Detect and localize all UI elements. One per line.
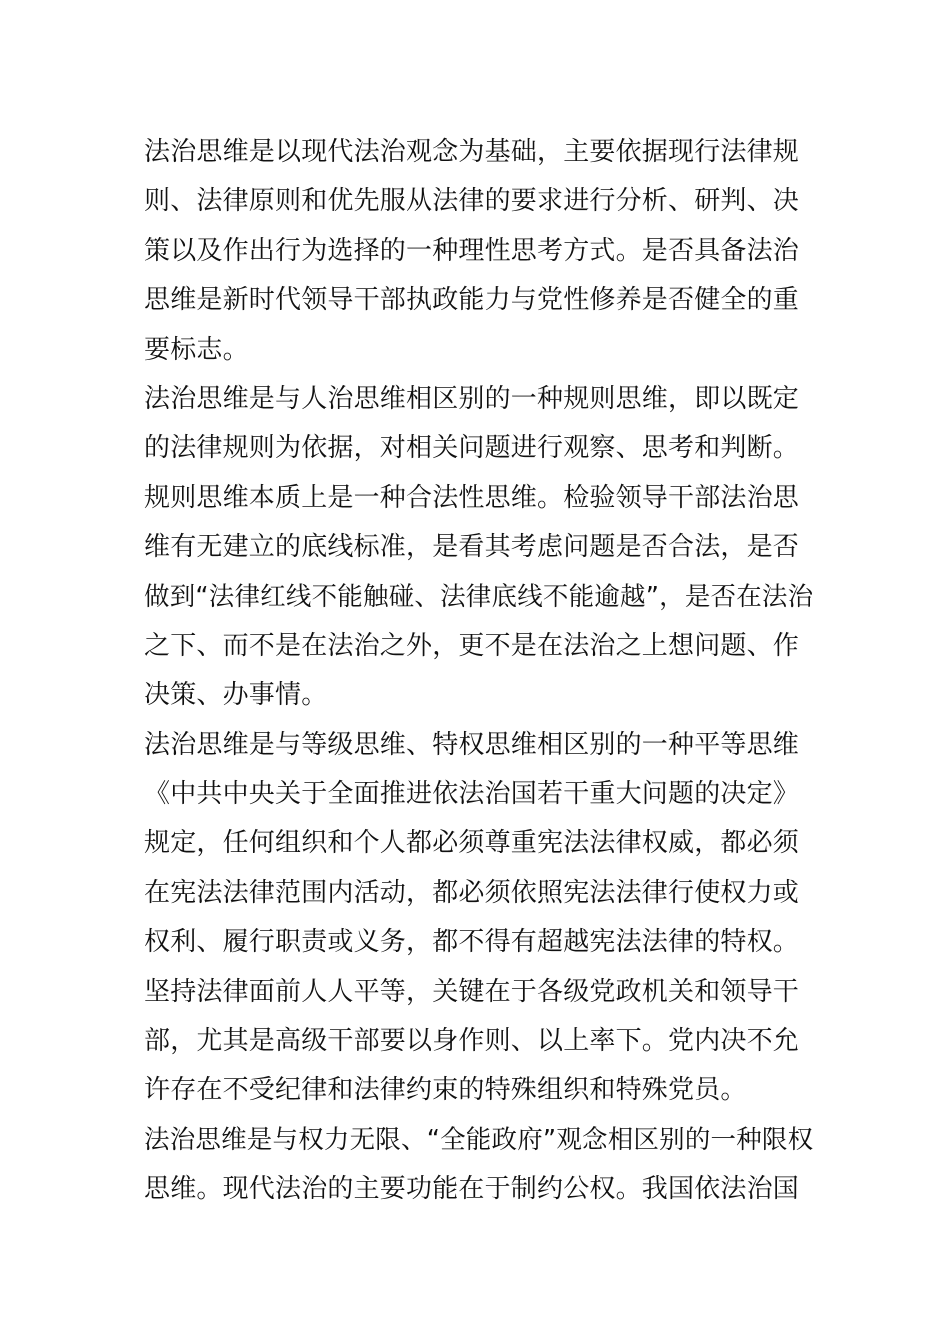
text-line: 策以及作出行为选择的一种理性思考方式。是否具备法治	[144, 235, 800, 266]
text-line: 的法律规则为依据，对相关问题进行观察、思考和判断。	[144, 433, 800, 464]
text-line: 思维是新时代领导干部执政能力与党性修养是否健全的重	[144, 285, 800, 316]
text-line: 做到“法律红线不能触碰、法律底线不能逾越”，是否在法治	[144, 581, 814, 612]
paragraph	[144, 128, 824, 375]
text-line: 部，尤其是高级干部要以身作则、以上率下。党内决不允	[144, 1026, 800, 1057]
text-line: 法治思维是以现代法治观念为基础，主要依据现行法律规	[144, 137, 800, 167]
text-line: 法治思维是与等级思维、特权思维相区别的一种平等思维	[144, 729, 800, 760]
text-line: 之下、而不是在法治之外，更不是在法治之上想问题、作	[144, 630, 800, 661]
text-line: 要标志。	[144, 334, 249, 365]
text-line: 规则思维本质上是一种合法性思维。检验领导干部法治思	[144, 482, 800, 513]
text-line: 在宪法法律范围内活动，都必须依照宪法法律行使权力或	[144, 877, 800, 908]
text-line: 则、法律原则和优先服从法律的要求进行分析、研判、决	[144, 186, 800, 217]
text-line: 坚持法律面前人人平等，关键在于各级党政机关和领导干	[144, 976, 800, 1007]
paragraph	[144, 1116, 824, 1215]
text-line: 许存在不受纪律和法律约束的特殊组织和特殊党员。	[144, 1075, 747, 1106]
paragraph	[144, 721, 824, 1116]
text-line: 《中共中央关于全面推进依法治国若干重大问题的决定》	[144, 779, 800, 810]
text-line: 思维。现代法治的主要功能在于制约公权。我国依法治国	[144, 1174, 800, 1205]
text-line: 法治思维是与权力无限、“全能政府”观念相区别的一种限权	[144, 1124, 814, 1155]
text-line: 规定，任何组织和个人都必须尊重宪法法律权威，都必须	[144, 828, 800, 859]
text-line: 维有无建立的底线标准，是看其考虑问题是否合法，是否	[144, 532, 800, 563]
text-line: 决策、办事情。	[144, 680, 328, 711]
document-body	[144, 128, 824, 1215]
text-line: 权利、履行职责或义务，都不得有超越宪法法律的特权。	[144, 927, 800, 958]
text-line: 法治思维是与人治思维相区别的一种规则思维，即以既定	[144, 383, 800, 414]
paragraph	[144, 375, 824, 721]
